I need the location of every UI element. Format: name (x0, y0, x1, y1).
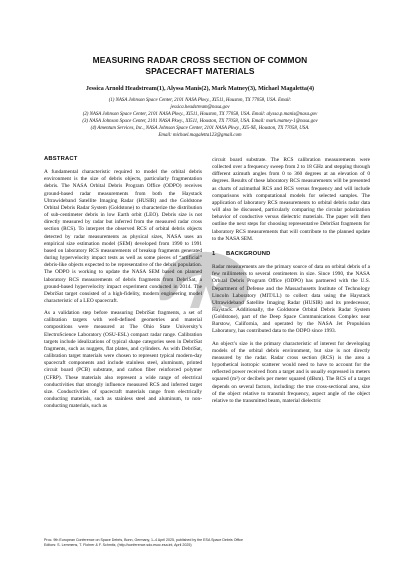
footer-line: Editors: S. Lemmens, T. Flohrer & F. Schmitz, (http://conference.sdo.esoc.esa.int, April 2025) (44, 543, 192, 547)
affiliation-line: (2) NASA Johnson Space Center, 2101 NASA Pkwy., XI511, Houston, TX 77058, USA. Email: alyssa.p.manis@nasa.gov (82, 112, 318, 118)
section-title: BACKGROUND (226, 250, 271, 257)
left-column (44, 156, 202, 415)
footer-line: Proc. 9th European Conference on Space Debris, Bonn, Germany, 1–4 April 2025, published by the ESA Space Debris Office (44, 538, 244, 542)
section-heading (212, 251, 370, 258)
affiliations (28, 97, 372, 140)
section-number: 1 (212, 250, 216, 257)
title-line: SPACECRAFT MATERIALS (145, 66, 255, 76)
right-column (212, 157, 370, 410)
abstract-heading: ABSTRACT (44, 156, 78, 162)
paper-title (40, 55, 360, 77)
affiliation-line: (3) NASA Johnson Space Center, 2101 NASA Pkwy., XI511, Houston, TX 77058, USA. Email: mark.matney-1@nasa.gov (82, 119, 318, 125)
body-paragraph: An object’s size is the primary characteristic of interest for developing models of the orbital debris environment, but size is not directly measured by the radar. Radar cross section (RCS) is the area a hypothetical isotropic scatterer would need to have to account for the reflected power received from a target and is usually expressed in meters squared (m²) or decibels per meter squared (dBsm). The RCS of a target depends on several factors, including: the true cross-sectional area, size of the object relative to transmit frequency, aspect angle of the object relative to the transmitted beam, material dielectric (212, 340, 370, 404)
title-line: MEASURING RADAR CROSS SECTION OF COMMON (92, 55, 308, 65)
affiliation-line: Email: michael.magaletta123@gmail.com (158, 133, 242, 139)
affiliation-line: (4) Amentum Services, Inc., NASA Johnson Space Center, 2101 NASA Pkwy., XI5-9E, Houston, TX 77058, USA. (90, 126, 310, 132)
affiliation-line: (1) NASA Johnson Space Center, 2101 NASA Pkwy., XI511, Houston, TX 77058, USA. Email: (108, 98, 292, 103)
affiliation-line: jessica.headstream@nasa.gov (170, 105, 230, 111)
author-list: Jessica Arnold Headstream(1), Alyssa Manis(2), Mark Matney(3), Michael Magaletta(4) (85, 86, 315, 92)
body-paragraph: Radar measurements are the primary source of data on orbital debris of a few millimeters to several centimeters in size. Since 1990, the NASA Orbital Debris Program Office (ODPO) has partnered with the U.S. Department of Defense and the Massachusetts Institute of Technology Lincoln Laboratory (MIT/LL) to collect data using the Haystack Ultrawideband Satellite Imaging Radar (HUSIR) and its predecessor, Haystack. Additionally, the Goldstone Orbital Debris Radar System (Goldstone), part of the Deep Space Communications Complex near Barstow, California, and operated by the NASA Jet Propulsion Laboratory, has contributed data to the ODPO since 1993. (212, 264, 370, 335)
page-footer (44, 538, 364, 548)
abstract-paragraph: A fundamental characteristic required to model the orbital debris environment is the size of debris objects, particularly fragmentation debris. The NASA Orbital Debris Program Office (ODPO) receives ground-based radar measurements from both the Haystack Ultrawideband Satellite Imaging Radar (HUSIR) and the Goldstone Orbital Debris Radar System (Goldstone) to characterize the distribution of sub-centimeter debris in low Earth orbit (LEO). Debris size is not directly measured by radar but inferred from the measured radar cross section (RCS). To interpret the observed RCS of orbital debris objects detected by radar measurements as physical sizes, NASA uses an empirical size estimation model (SEM) developed from 1990 to 1991 based on laboratory RCS measurements of breakup fragments generated during hypervelocity impact tests as well as some pieces of “artificial” debris-like objects expected to be representative of the debris population. The ODPO is working to update the NASA SEM based on planned laboratory RCS measurements of debris fragments from DebriSat, a ground-based hypervelocity impact experiment conducted in 2014. The DebriSat target consisted of a high-fidelity, modern engineering model characteristic of a LEO spacecraft. (44, 169, 202, 304)
abstract-paragraph: As a validation step before measuring DebriSat fragments, a set of calibration targets with well-defined geometries and material compositions were measured at The Ohio State University’s ElectroScience Laboratory (OSU-ESL) compact radar range. Calibration targets include idealizations of typical shape categories seen in DebriSat fragments, such as nuggets, flat plates, and cylinders. As with DebriSat, calibration target materials were chosen to represent typical modern-day spacecraft components and include stainless steel, aluminum, printed circuit board (PCB) substrate, and carbon fiber reinforced polymer (CFRP). These materials also represent a wide range of electrical conductivities that strongly influence measured RCS and inferred target size. Conductivities of spacecraft materials range from electrically conducting materials, such as stainless steel and aluminum, to non-conducting materials, such as (44, 310, 202, 410)
abstract-continuation: circuit board substrate. The RCS calibration measurements were collected over a frequency sweep from 2 to 18 GHz and stepping through different azimuth angles from 0 to 360 degrees at an elevation of 0 degrees. Results of these laboratory RCS measurements will be presented as charts of azimuthal RCS and RCS versus frequency and will include comparisons with computational models for selected samples. The application of laboratory RCS measurements to orbital debris radar data will also be discussed, particularly comparing the circular polarization behavior of conductive versus dielectric materials. The paper will then outline the next steps for choosing representative DebriSat fragments for laboratory RCS measurements that will contribute to the planned update to the NASA SEM. (212, 157, 370, 242)
